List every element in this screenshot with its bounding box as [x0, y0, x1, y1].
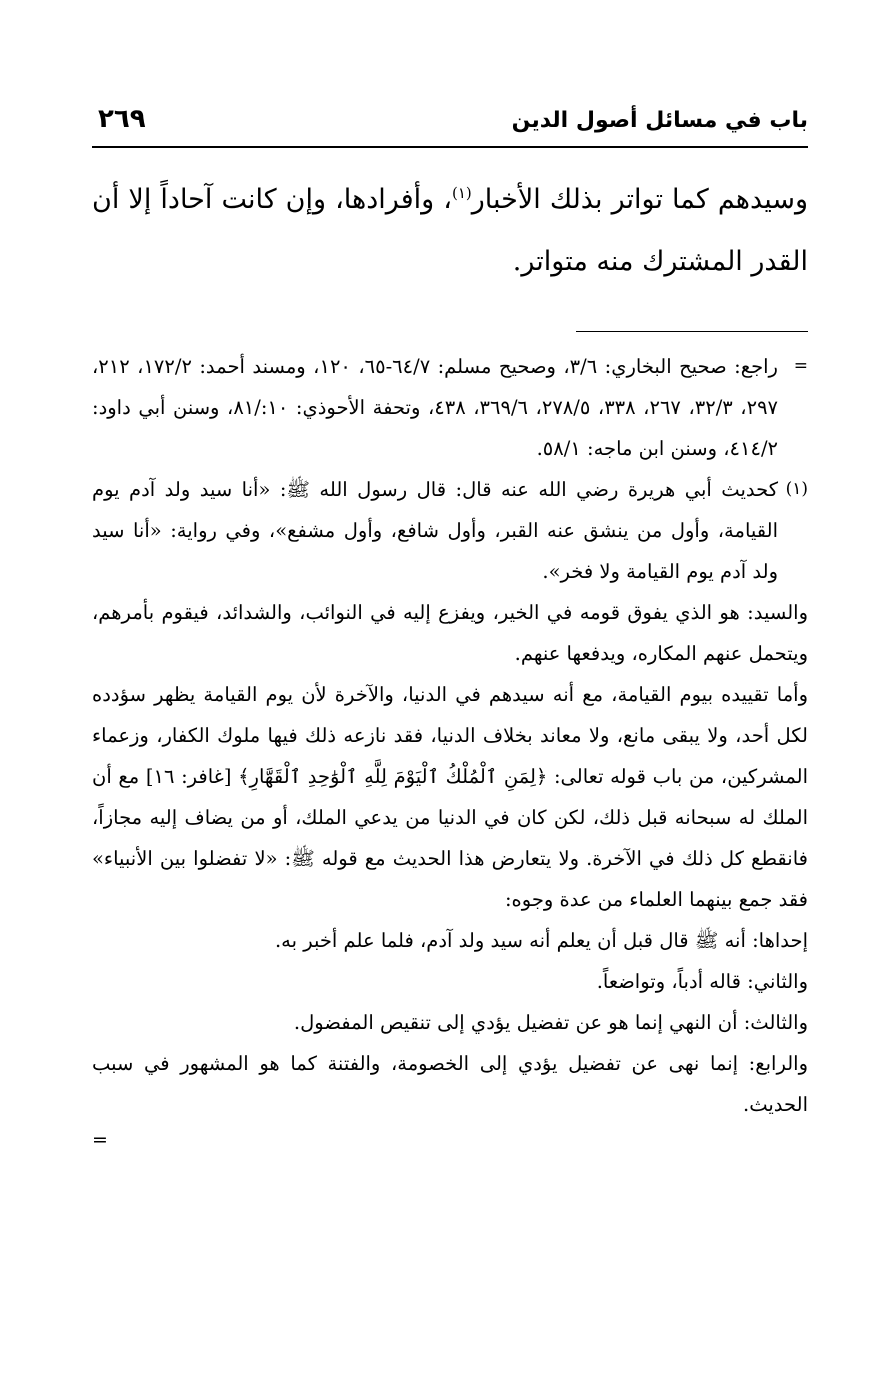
footnote-wajh-2: والثاني: قاله أدباً، وتواضعاً. [596, 970, 808, 993]
main-paragraph [92, 162, 808, 293]
footnote-wajh-1: إحداها: أنه ﷺ قال قبل أن يعلم أنه سيد ولد آدم، فلما علم أخبر به. [274, 929, 808, 952]
page-header [92, 100, 808, 148]
continuation-mark: = [793, 356, 808, 376]
page [92, 100, 808, 1155]
main-line-2: إلا أن القدر المشترك منه متواتر. [92, 184, 808, 277]
footnote-reference: (١) [451, 184, 472, 202]
main-line-1-rest: ، وأفرادها، وإن كانت آحاداً [160, 184, 452, 215]
footnote-wajh-4: والرابع: إنما نهى عن تفضيل يؤدي إلى الخصومة، والفتنة كما هو المشهور في سبب الحديث. [92, 1052, 808, 1116]
footnote-continued [92, 346, 808, 469]
footnote-1-text: كحديث أبي هريرة رضي الله عنه قال: قال رسول الله ﷺ: «أنا سيد ولد آدم يوم القيامة، وأول من ينشق عنه القبر، وأول شافع، وأول مشفع»، وفي رواية: «أنا سيد ولد آدم يوم القيامة ولا فخر». [92, 478, 778, 583]
footnote-continued-text: راجع: صحيح البخاري: ٣/٦، وصحيح مسلم: ٦٤/٧-٦٥، ١٢٠، ومسند أحمد: ١٧٢/٢، ٢١٢، ٢٩٧، ٣٢/٣، ٢٦٧، ٣٣٨، ٢٧٨/٥، ٣٦٩/٦، ٤٣٨، وتحفة الأحوذي: ١٠:/٨١، وسنن أبي داود: ٤١٤/٢، وسنن ابن ماجه: ٥٨/١. [92, 355, 779, 460]
footnote-sayyid-paragraph: والسيد: هو الذي يفوق قومه في الخير، ويفزع إليه في النوائب، والشدائد، فيقوم بأمرهم، ويتحمل عنهم المكاره، ويدفعها عنهم. [92, 601, 808, 665]
end-continuation-mark: = [92, 1129, 108, 1151]
main-line-1: وسيدهم كما تواتر بذلك الأخبار [471, 184, 809, 215]
footnote-1 [92, 469, 808, 592]
page-number: ٢٦٩ [98, 104, 146, 134]
main-text [92, 162, 808, 293]
footnote-wajh-3: والثالث: أن النهي إنما هو عن تفضيل يؤدي إلى تنقيص المفضول. [293, 1011, 808, 1034]
footnotes [92, 346, 808, 1155]
footnote-1-marker: (١) [785, 479, 808, 499]
footnote-separator [576, 331, 808, 332]
running-title: باب في مسائل أصول الدين [511, 108, 808, 133]
footnote-taqyid-paragraph: وأما تقييده بيوم القيامة، مع أنه سيدهم في الدنيا، والآخرة لأن يوم القيامة يظهر سؤدده لكل أحد، ولا يبقى مانع، ولا معاند بخلاف الدنيا، فقد نازعه ذلك فيها ملوك الكفار، وزعماء المشركين، من باب قوله تعالى: ﴿لِمَنِ ٱلْمُلْكُ ٱلْيَوْمَ لِلَّهِ ٱلْوَٰحِدِ ٱلْقَهَّارِ﴾ [غافر: ١٦] مع أن الملك له سبحانه قبل ذلك، لكن كان في الدنيا من يدعي الملك، أو من يضاف إليه مجازاً، فانقطع كل ذلك في الآخرة. ولا يتعارض هذا الحديث مع قوله ﷺ: «لا تفضلوا بين الأنبياء» فقد جمع بينهما العلماء من عدة وجوه: [92, 683, 808, 911]
